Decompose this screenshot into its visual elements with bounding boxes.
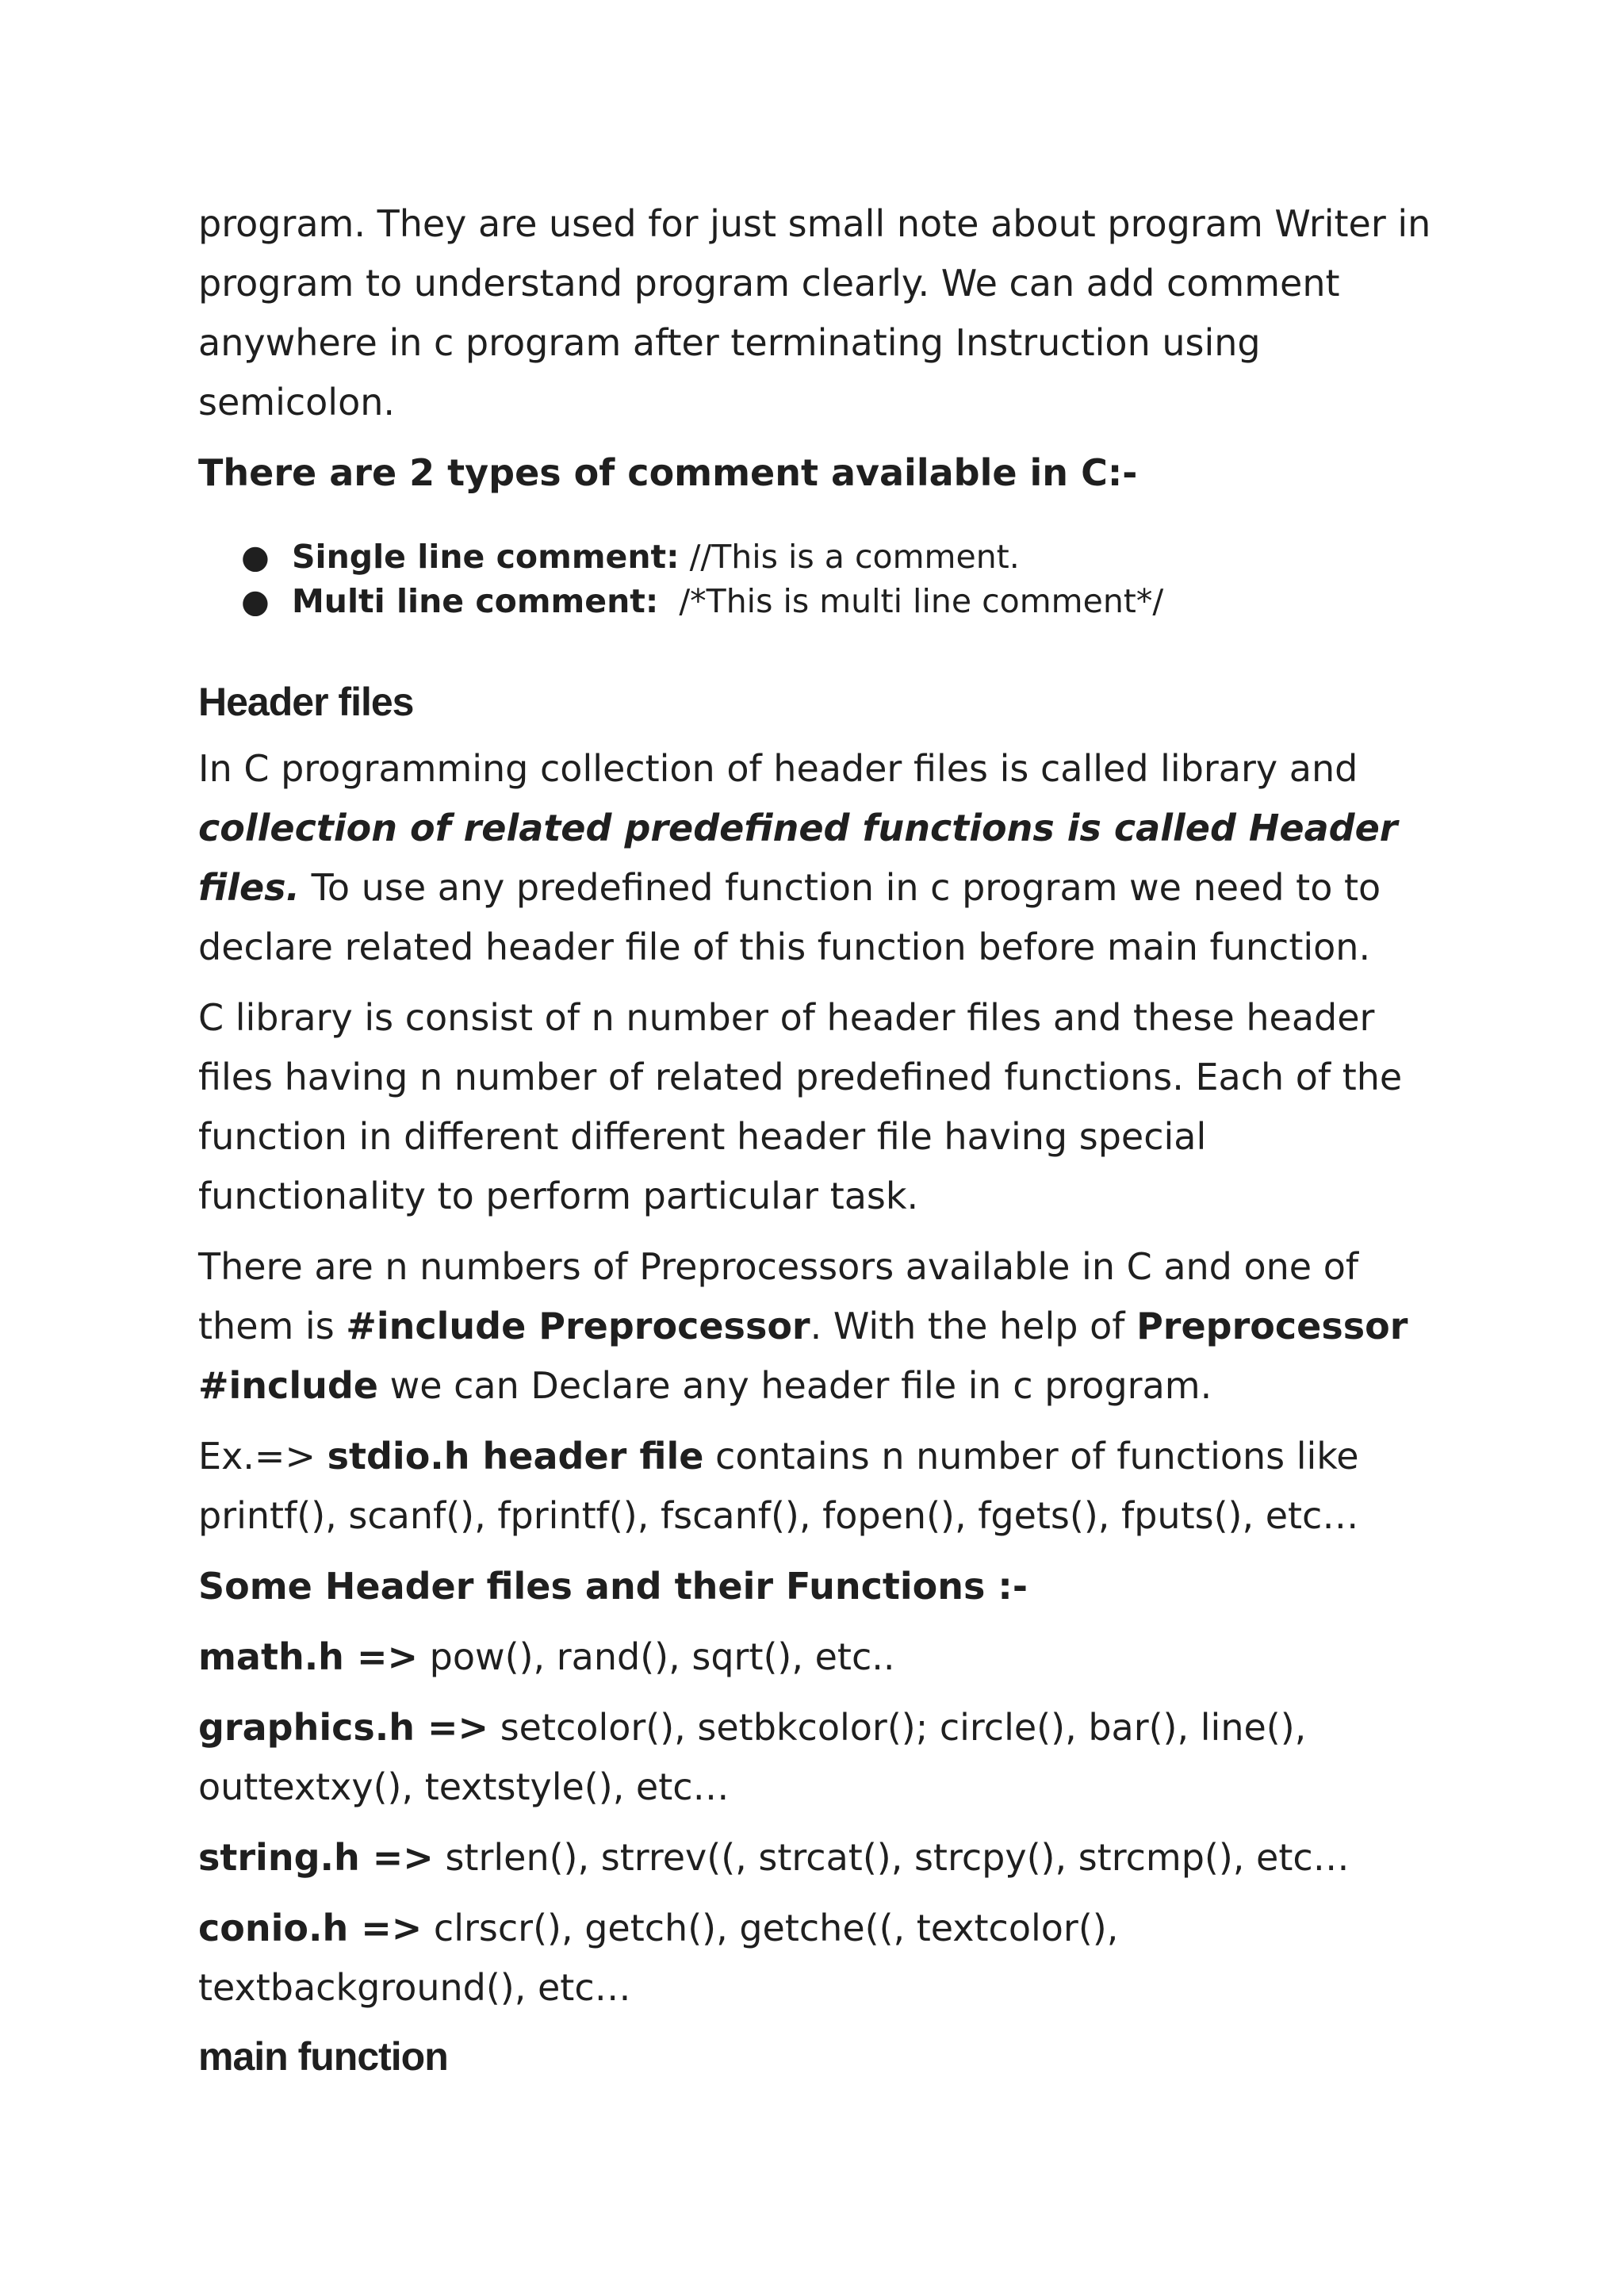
emphasis-text: collection of related predefined functions is called Header files.: [198, 807, 1398, 909]
header-file-entry-conio: [198, 1899, 1435, 2018]
text-run: There are n numbers of Preprocessors available in C and one of them is: [198, 1245, 1359, 1347]
header-file-entry-graphics: [198, 1698, 1435, 1817]
text-run: contains n number of functions like printf(), scanf(), fprintf(), fscanf(), fopen(), fgets(), fputs(), etc…: [198, 1435, 1359, 1537]
header-files-heading: Header files: [198, 680, 414, 724]
list-item-label: Single line comment:: [292, 538, 680, 576]
text-run: In C programming collection of header files is called library and: [198, 747, 1358, 790]
text-run: we can Declare any header file in c program.: [377, 1364, 1212, 1407]
intro-paragraph: program. They are used for just small note about program Writer in program to understand program clearly. We can add comment anywhere in c program after terminating Instruction using semicolon.: [198, 202, 1431, 424]
header-file-functions: setcolor(), setbkcolor(); circle(), bar(), line(), outtextxy(), textstyle(), etc…: [198, 1706, 1307, 1808]
text-run: To use any predefined function in c program we need to to declare related header file of this function before main function.: [198, 866, 1381, 968]
header-files-paragraph-1: [198, 739, 1435, 977]
header-file-entry-string: [198, 1828, 1435, 1888]
list-item-label: Multi line comment:: [292, 582, 659, 620]
bullet-icon: ●: [241, 582, 270, 620]
list-item: [241, 535, 1435, 579]
bold-text: #include Preprocessor: [346, 1305, 810, 1347]
header-file-functions: strlen(), strrev((, strcat(), strcpy(), strcmp(), etc…: [433, 1836, 1350, 1879]
header-functions-heading: Some Header files and their Functions :-: [198, 1565, 1028, 1608]
header-files-paragraph-2: C library is consist of n number of header files and these header files having n number of related predefined functions. Each of the function in different different header file having special functionality to perform particular task.: [198, 996, 1403, 1217]
header-file-entry-math: [198, 1627, 1435, 1687]
bold-text: Preprocessor #include: [198, 1305, 1408, 1407]
text-run: . With the help of: [810, 1305, 1137, 1347]
header-file-name: graphics.h =>: [198, 1706, 489, 1749]
bullet-icon: ●: [241, 538, 270, 576]
main-function-heading: main function: [198, 2034, 448, 2079]
bold-text: stdio.h header file: [327, 1435, 704, 1478]
header-file-name: conio.h =>: [198, 1907, 423, 1949]
header-file-functions: pow(), rand(), sqrt(), etc..: [418, 1635, 895, 1678]
comment-types-list: [198, 535, 1435, 623]
list-item: [241, 579, 1435, 623]
example-paragraph: [198, 1427, 1435, 1546]
header-file-name: math.h =>: [198, 1635, 419, 1678]
document-page: [198, 194, 1435, 2094]
header-file-name: string.h =>: [198, 1836, 434, 1879]
header-files-paragraph-3: [198, 1237, 1435, 1416]
comment-types-heading: There are 2 types of comment available in C:-: [198, 451, 1138, 494]
header-file-functions: clrscr(), getch(), getche((, textcolor(), textbackground(), etc…: [198, 1907, 1119, 2009]
list-item-value: /*This is multi line comment*/: [658, 582, 1164, 620]
list-item-value: //This is a comment.: [679, 538, 1020, 576]
text-run: Ex.=>: [198, 1435, 327, 1478]
